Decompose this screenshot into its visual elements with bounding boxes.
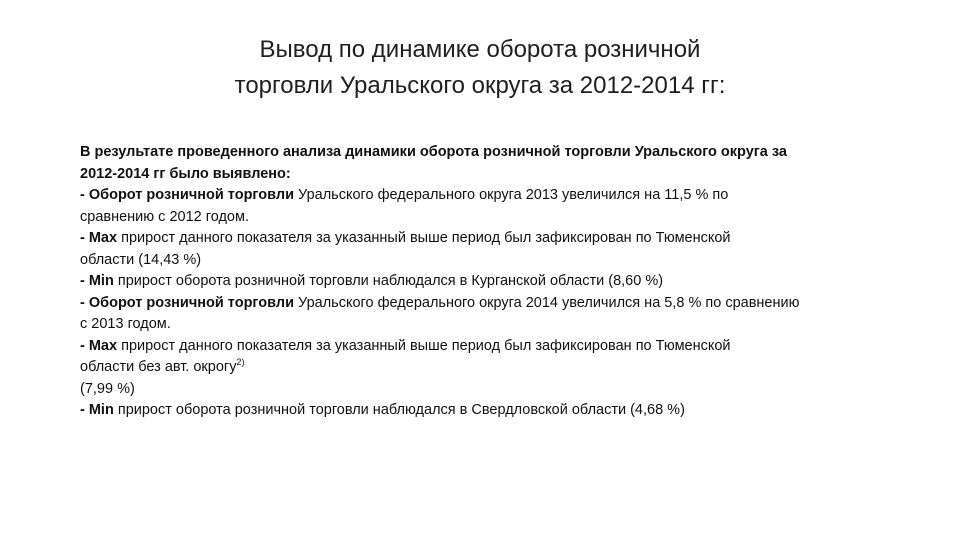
finding-6 — [80, 400, 900, 422]
finding-6-text: прирост оборота розничной торговли наблюдался в Свердловской области (4,68 %) — [113, 402, 685, 418]
finding-2 — [80, 228, 900, 250]
finding-4-lead: - Оборот розничной торговли — [80, 294, 294, 311]
finding-2-text: прирост данного показателя за указанный выше период был зафиксирован по Тюменской — [117, 230, 731, 246]
finding-1 — [80, 185, 900, 207]
title-line-1: Вывод по динамике оборота розничной — [259, 36, 701, 63]
finding-5-lead: - Max — [80, 337, 118, 354]
finding-6-lead: - Min — [80, 402, 114, 418]
finding-5 — [80, 336, 900, 358]
finding-5-continued-text: области без авт. окрогу — [80, 359, 237, 375]
finding-2-continued: области (14,43 %) — [80, 251, 202, 268]
footnote-marker: 2) — [236, 357, 245, 368]
finding-4-continued: с 2013 годом. — [80, 316, 171, 332]
slide-title — [120, 32, 840, 104]
finding-1-continued: сравнению с 2012 годом. — [80, 208, 249, 225]
finding-3 — [80, 271, 900, 293]
intro-line-2: 2012-2014 гг было выявлено: — [80, 165, 291, 182]
finding-4 — [80, 293, 900, 315]
finding-3-lead: - Min — [80, 273, 114, 289]
finding-5-continued — [80, 357, 900, 379]
finding-1-lead: - Оборот розничной торговли — [80, 187, 294, 203]
finding-5-text: прирост данного показателя за указанный выше период был зафиксирован по Тюменской — [117, 337, 731, 354]
finding-5-value: (7,99 %) — [80, 380, 135, 397]
finding-1-text: Уральского федерального округа 2013 увеличился на 11,5 % по — [294, 187, 729, 203]
title-line-2: торговли Уральского округа за 2012-2014 гг: — [234, 72, 726, 99]
slide-body — [80, 142, 900, 422]
intro-line-1: В результате проведенного анализа динамики оборота розничной торговли Уральского округа за — [80, 144, 787, 160]
finding-2-lead: - Max — [80, 230, 118, 246]
finding-3-text: прирост оборота розничной торговли наблюдался в Курганской области (8,60 %) — [113, 273, 664, 289]
finding-4-text: Уральского федерального округа 2014 увеличился на 5,8 % по сравнению — [294, 294, 800, 311]
